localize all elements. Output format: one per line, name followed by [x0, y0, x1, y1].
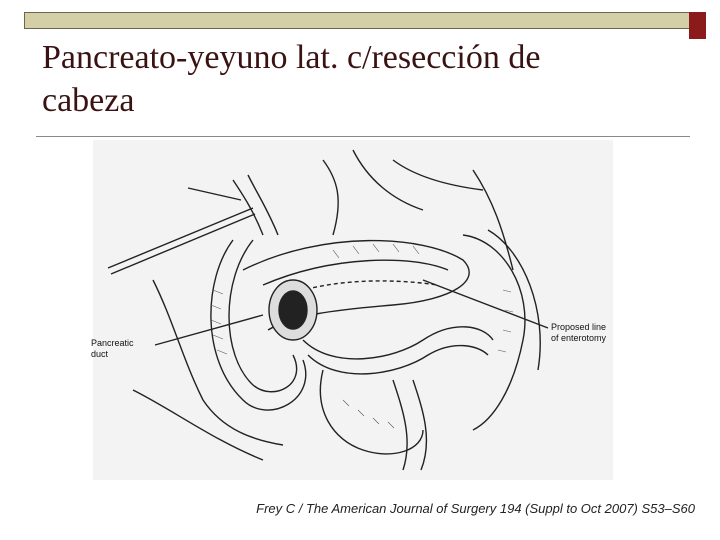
- accent-square: [689, 12, 706, 39]
- label-proposed-enterotomy: [551, 322, 606, 344]
- title-divider: [36, 136, 690, 137]
- label-pancreatic-line1: Pancreatic: [91, 338, 134, 348]
- label-proposed-line2: of enterotomy: [551, 333, 607, 343]
- slide-title: [42, 36, 682, 122]
- label-proposed-line1: Proposed line: [551, 322, 607, 332]
- citation-caption: Frey C / The American Journal of Surgery 194 (Suppl to Oct 2007) S53–S60: [256, 501, 695, 516]
- title-line-2: cabeza: [42, 82, 135, 119]
- label-pancreatic-duct: [91, 338, 134, 360]
- surgical-illustration: [93, 140, 613, 480]
- illustration-drawing: [93, 140, 613, 480]
- title-line-1: Pancreato-yeyuno lat. c/resección de: [42, 39, 541, 76]
- top-decorative-bar: [24, 12, 690, 29]
- label-pancreatic-line2: duct: [91, 349, 109, 359]
